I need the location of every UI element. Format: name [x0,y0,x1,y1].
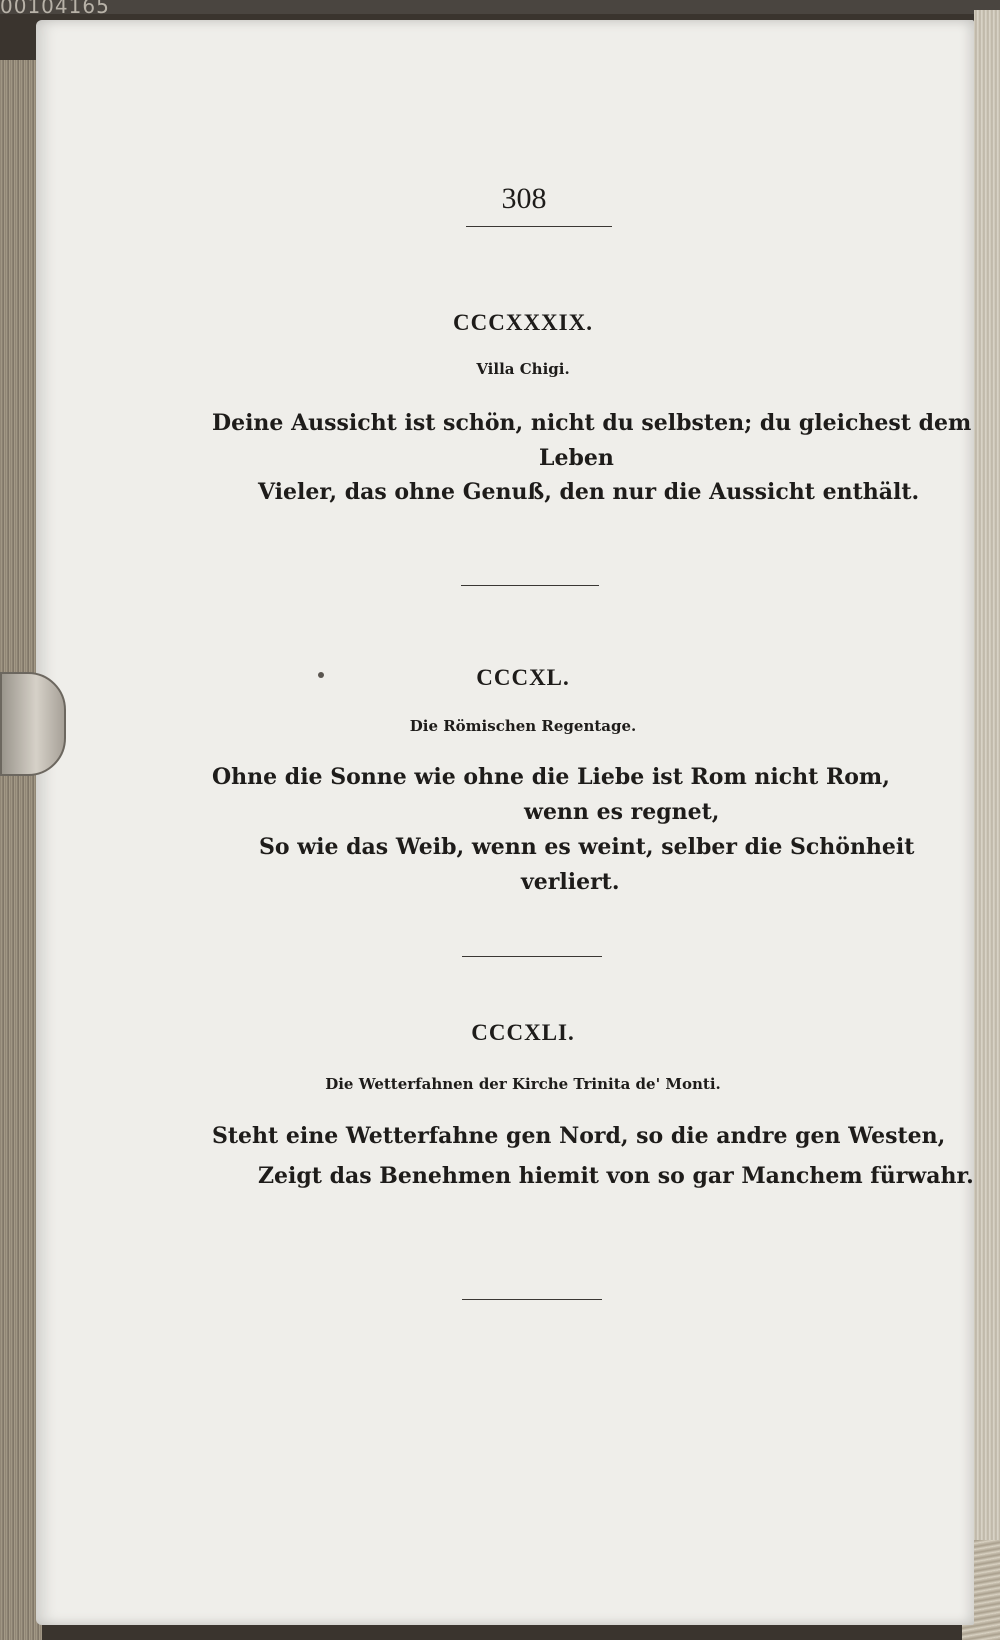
verse-line: So wie das Weib, wenn es weint, selber die Schönheit [259,834,915,860]
verse-line: Leben [539,445,614,471]
section-number: CCCXXXIX. [453,310,593,335]
verse-line: Deine Aussicht ist schön, nicht du selbsten; du gleichest dem [212,410,972,436]
verse-line: Vieler, das ohne Genuß, den nur die Aussicht enthält. [258,479,920,505]
verse-line: wenn es regnet, [524,799,720,825]
header-rule [466,226,612,227]
section-title: Die Wetterfahnen der Kirche Trinita de' Monti. [325,1075,721,1093]
catalog-strip [0,0,1000,18]
verse-line: Ohne die Sonne wie ohne die Liebe ist Rom nicht Rom, [212,764,890,790]
verse-line: Steht eine Wetterfahne gen Nord, so die andre gen Westen, [212,1123,946,1149]
section-title: Die Römischen Regentage. [409,717,637,735]
verse-line: verliert. [521,869,620,895]
section-number: CCCXL. [476,665,570,690]
page-content [36,20,974,1625]
section-divider [461,585,599,586]
right-page-edges [974,10,1000,1640]
section-number: CCCXLI. [471,1020,575,1045]
verse-line: Zeigt das Benehmen hiemit von so gar Manchem fürwahr. [258,1163,974,1189]
page-number: 308 [501,182,547,215]
catalog-number: 00104165 [0,0,110,18]
section-title: Villa Chigi. [476,360,570,378]
section-divider [462,1299,602,1300]
section-divider [462,956,602,957]
